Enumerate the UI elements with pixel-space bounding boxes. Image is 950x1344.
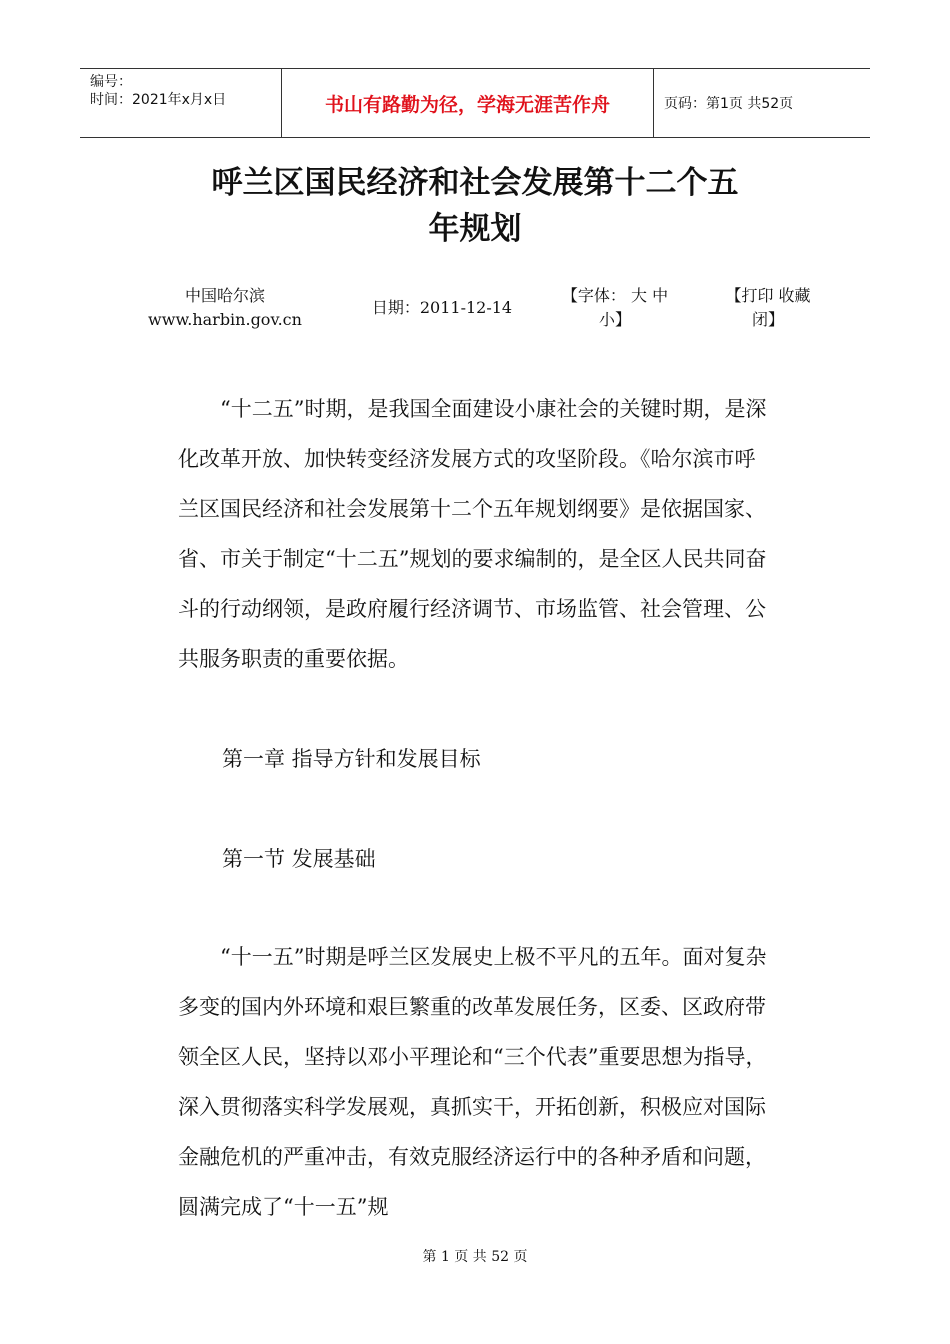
motto-text: 书山有路勤为径，学海无涯苦作舟 <box>324 93 610 116</box>
font-size-line-1[interactable]: 【字体： 大 中 <box>561 286 669 305</box>
close-link[interactable]: 闭】 <box>751 310 784 329</box>
page-actions[interactable] <box>712 284 824 332</box>
section-heading: 第一节 发展基础 <box>222 847 376 871</box>
number-label: 编号： <box>90 74 132 90</box>
font-size-line-2[interactable]: 小】 <box>598 310 631 329</box>
header-page-cell <box>654 69 870 137</box>
document-title <box>0 160 950 252</box>
footer-page-info: 第 1 页 共 52 页 <box>422 1249 528 1265</box>
print-favorite-links[interactable]: 【打印 收藏 <box>725 286 811 305</box>
meta-source <box>140 284 310 332</box>
body-paragraph <box>178 932 768 1232</box>
header-info-cell <box>80 69 282 137</box>
source-name: 中国哈尔滨 <box>184 286 265 305</box>
document-header <box>80 68 870 138</box>
time-label: 时间：2021年x月x日 <box>90 92 227 108</box>
body-paragraph-text: “十一五”时期是呼兰区发展史上极不平凡的五年。面对复杂多变的国内外环境和艰巨繁重的改革发展任务，区委、区政府带领全区人民，坚持以邓小平理论和“三个代表”重要思想为指导，深入贯彻落实科学发展观，真抓实干，开拓创新，积极应对国际金融危机的严重冲击，有效克服经济运行中的各种矛盾和问题，圆满完成了“十一五”规 <box>178 945 767 1219</box>
font-size-controls[interactable] <box>540 284 690 332</box>
publish-date: 日期：2011-12-14 <box>371 298 513 317</box>
page-footer <box>0 1246 950 1266</box>
title-line-1: 呼兰区国民经济和社会发展第十二个五 <box>211 165 739 201</box>
meta-date <box>352 296 532 320</box>
header-motto-cell <box>282 69 654 137</box>
source-url: www.harbin.gov.cn <box>148 310 302 329</box>
intro-paragraph <box>178 384 768 684</box>
title-line-2: 年规划 <box>428 211 522 247</box>
intro-paragraph-text: “十二五”时期，是我国全面建设小康社会的关键时期，是深化改革开放、加快转变经济发展方式的攻坚阶段。《哈尔滨市呼兰区国民经济和社会发展第十二个五年规划纲要》是依据国家、省、市关于制定“十二五”规划的要求编制的，是全区人民共同奋斗的行动纲领，是政府履行经济调节、市场监管、社会管理、公共服务职责的重要依据。 <box>178 397 767 671</box>
page-code: 页码：第1页 共52页 <box>664 96 794 112</box>
chapter-heading: 第一章 指导方针和发展目标 <box>222 747 481 771</box>
